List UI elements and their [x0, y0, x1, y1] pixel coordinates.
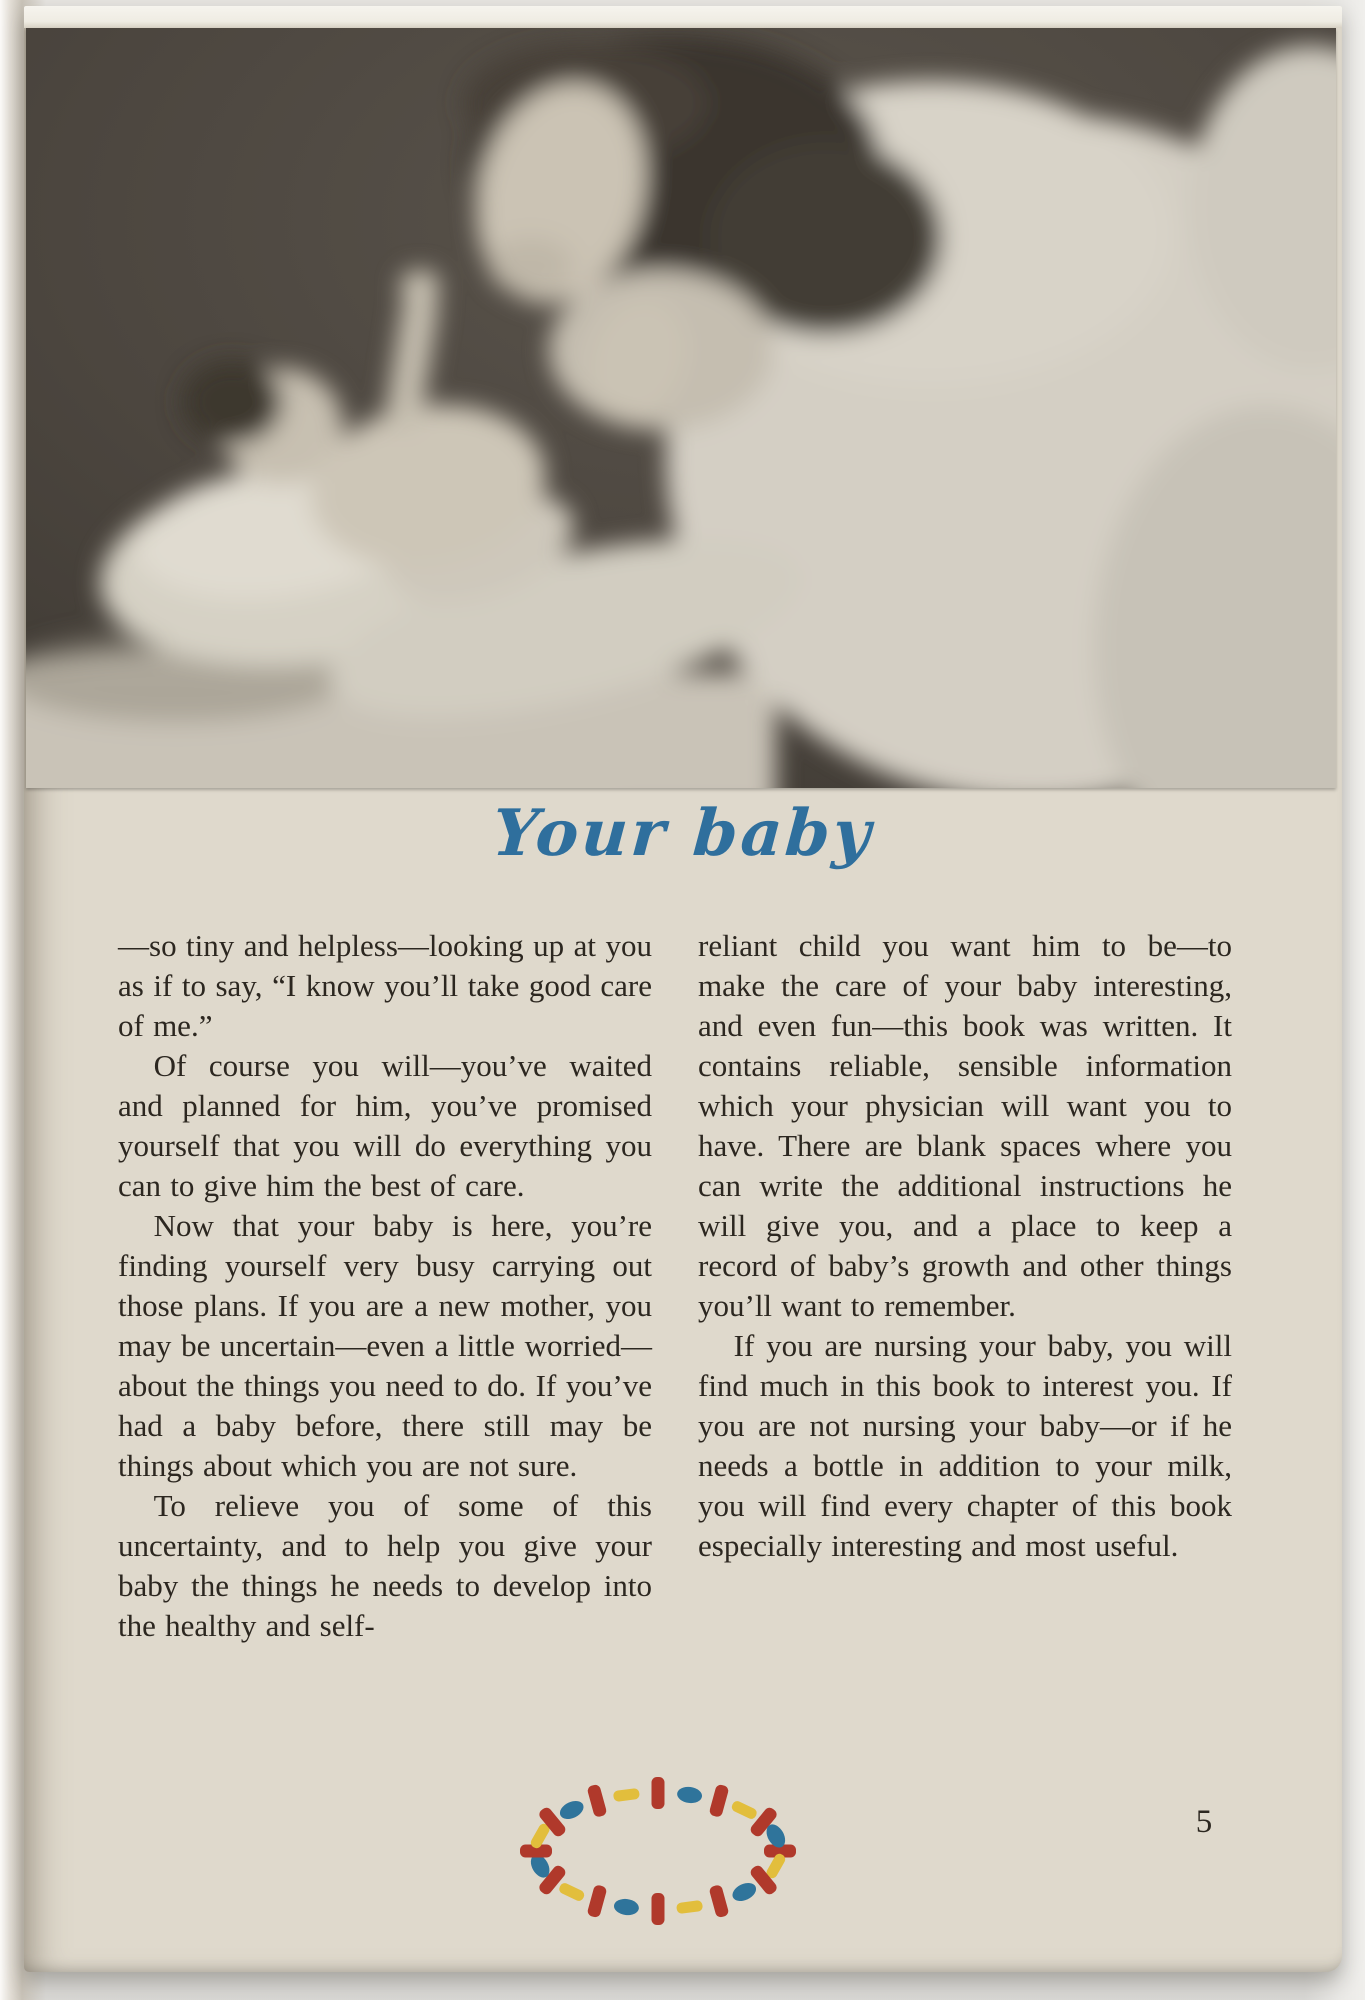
page-top-edge — [24, 6, 1342, 28]
bead — [708, 1884, 729, 1918]
text-column-left — [118, 926, 652, 1646]
bead — [586, 1884, 607, 1918]
bead — [676, 1900, 703, 1914]
text-column-right — [698, 926, 1232, 1646]
bead — [613, 1788, 640, 1802]
bead — [558, 1881, 586, 1902]
bead — [730, 1879, 759, 1904]
text-columns — [118, 926, 1233, 1646]
bead — [586, 1784, 607, 1818]
photo-illustration — [26, 28, 1336, 788]
paragraph: To relieve you of some of this uncertainty, and to help you give your baby the things he needs to develop into the healthy and self- — [118, 1488, 652, 1643]
bead-necklace-illustration — [508, 1773, 808, 1933]
bead — [708, 1784, 729, 1818]
paragraph: —so tiny and helpless—looking up at you as if to say, “I know you’ll take good care of me.” — [118, 928, 652, 1043]
bead — [730, 1799, 758, 1820]
paragraph: Of course you will—you’ve waited and planned for him, you’ve promised yourself that you will do everything you can to give him the best of care. — [118, 1048, 652, 1203]
mother-baby-photo — [26, 28, 1336, 788]
page-title: Your baby — [490, 796, 876, 871]
bead — [676, 1785, 703, 1804]
book-page — [24, 6, 1342, 1972]
paragraph: reliant child you want him to be—to make the care of your baby interesting, and even fun—this book was written. It contains reliable, sensible information which your physician will want you to have. There are blank spaces where you can write the additional instructions he will give you, and a place to keep a record of baby’s growth and other things you’ll want to remember. — [698, 928, 1232, 1323]
paragraph: If you are nursing your baby, you will find much in this book to interest you. If you are not nursing your baby—or if he needs a bottle in addition to your milk, you will find every chapter of this book especially interesting and most useful. — [698, 1328, 1232, 1563]
paragraph: Now that your baby is here, you’re finding yourself very busy carrying out those plans. If you are a new mother, you may be uncertain—even a little worried—about the things you need to do. If you’ve had a baby before, there still may be things about which you are not sure. — [118, 1208, 652, 1483]
bead — [557, 1797, 586, 1822]
bead — [613, 1898, 640, 1917]
bead — [652, 1893, 665, 1925]
page-number: 5 — [1195, 1804, 1213, 1840]
bead — [652, 1777, 665, 1809]
